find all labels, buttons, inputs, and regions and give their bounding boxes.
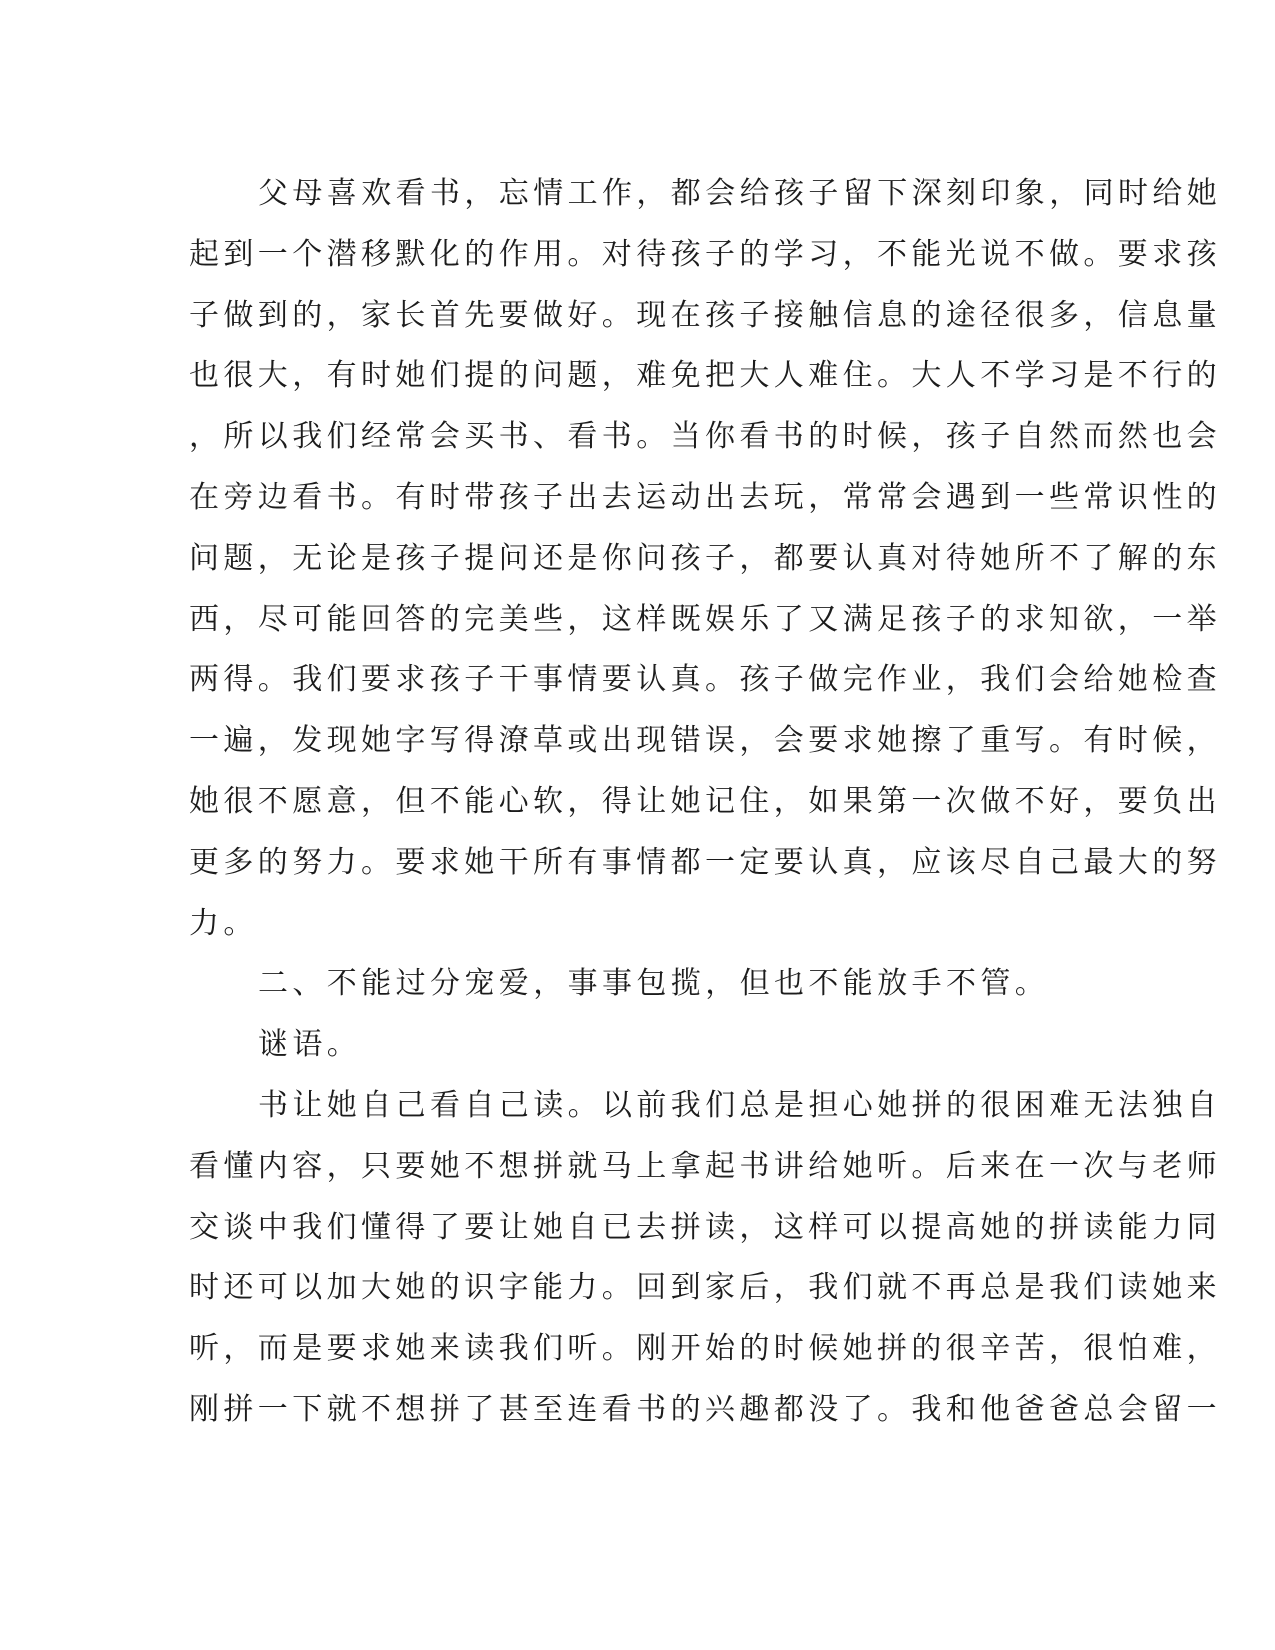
text-line: 也很大，有时她们提的问题，难免把大人难住。大人不学习是不行的 xyxy=(189,358,1221,394)
text-line: 西，尽可能回答的完美些，这样既娱乐了又满足孩子的求知欲，一举 xyxy=(189,601,1221,637)
text-line: 在旁边看书。有时带孩子出去运动出去玩，常常会遇到一些常识性的 xyxy=(189,479,1221,515)
text-line: 听，而是要求她来读我们听。刚开始的时候她拼的很辛苦，很怕难， xyxy=(189,1331,1221,1367)
text-line: ，所以我们经常会买书、看书。当你看书的时候，孩子自然而然也会 xyxy=(189,419,1221,455)
text-line: 看懂内容，只要她不想拼就马上拿起书讲给她听。后来在一次与老师 xyxy=(189,1148,1221,1184)
text-line: 书让她自己看自己读。以前我们总是担心她拼的很困难无法独自 xyxy=(258,1087,1222,1123)
text-line: 两得。我们要求孩子干事情要认真。孩子做完作业，我们会给她检查 xyxy=(189,662,1221,698)
body-text xyxy=(189,164,1222,1441)
text-line: 她很不愿意，但不能心软，得让她记住，如果第一次做不好，要负出 xyxy=(189,783,1221,819)
paragraph-2-heading xyxy=(189,954,1069,1015)
section-heading: 二、不能过分宠爱，事事包揽，但也不能放手不管。 xyxy=(258,966,1050,1002)
paragraph-4 xyxy=(189,1076,1222,1441)
text-line: 起到一个潜移默化的作用。对待孩子的学习，不能光说不做。要求孩 xyxy=(189,236,1221,272)
paragraph-1 xyxy=(189,164,1222,954)
text-line: 力。 xyxy=(189,905,258,941)
text-line: 一遍，发现她字写得潦草或出现错误，会要求她擦了重写。有时候， xyxy=(189,723,1221,759)
text-line: 父母喜欢看书，忘情工作，都会给孩子留下深刻印象，同时给她 xyxy=(258,176,1222,211)
text-line: 刚拼一下就不想拼了甚至连看书的兴趣都没了。我和他爸爸总会留一 xyxy=(189,1391,1221,1427)
text-line: 问题，无论是孩子提问还是你问孩子，都要认真对待她所不了解的东 xyxy=(189,540,1221,576)
text-line: 交谈中我们懂得了要让她自已去拼读，这样可以提高她的拼读能力同 xyxy=(189,1209,1221,1245)
text-line: 子做到的，家长首先要做好。现在孩子接触信息的途径很多，信息量 xyxy=(189,297,1221,333)
text-line: 时还可以加大她的识字能力。回到家后，我们就不再总是我们读她来 xyxy=(189,1270,1221,1306)
paragraph-3 xyxy=(189,1015,1069,1076)
text-line: 谜语。 xyxy=(258,1027,362,1063)
text-line: 更多的努力。要求她干所有事情都一定要认真，应该尽自己最大的努 xyxy=(189,844,1221,880)
